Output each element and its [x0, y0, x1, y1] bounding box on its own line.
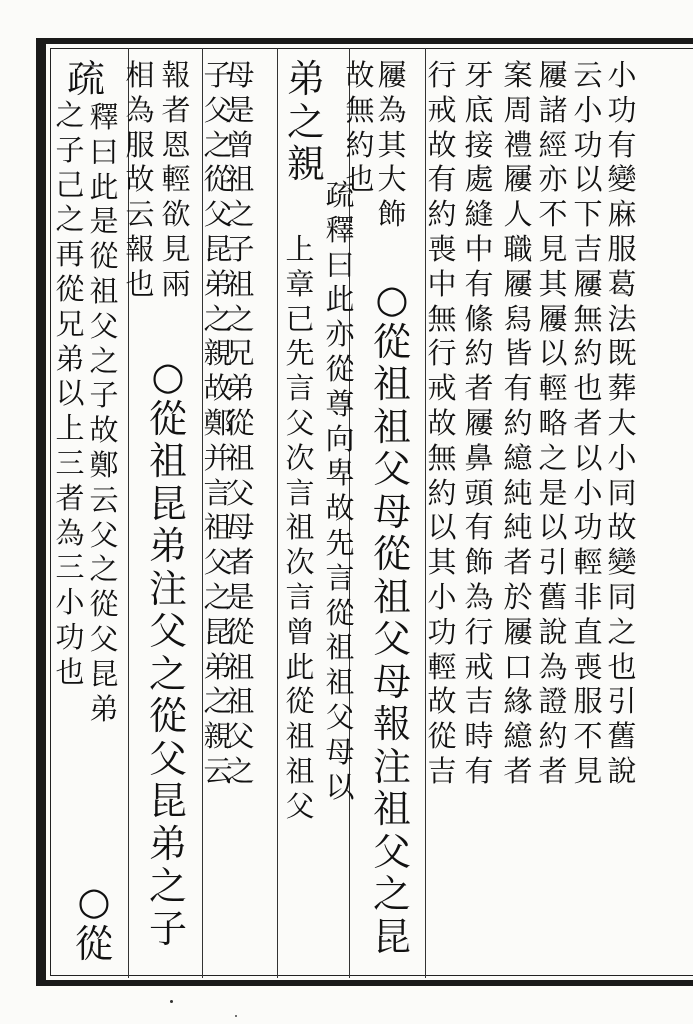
ink-speck	[235, 1015, 237, 1017]
text-column: 母 是 曾 祖 之 子 祖 之 兄 弟 從 祖 父 母 者 是 從 祖 祖 父 之	[225, 58, 255, 788]
text-column: 行 戒 故 有 約 喪 中 無 行 戒 故 無 約 以 其 小 功 輕 故 從 吉	[427, 58, 457, 788]
text-column: 屨 為 其 大 飾	[377, 58, 407, 232]
text-column: 故 無 約 也	[345, 58, 375, 197]
text-column: 疏 釋 曰 此 亦 從 尊 向 卑 故 先 言 從 祖 祖 父 母 以	[325, 178, 355, 804]
ink-speck	[170, 1000, 173, 1003]
text-column: 之 子 己 之 再 從 兄 弟 以 上 三 者 為 三 小 功 也	[55, 98, 85, 689]
text-column: 相 為 服 故 云 報 也	[125, 58, 155, 301]
text-column: 屨 諸 經 亦 不 見 其 屨 以 輕 略 之 是 以 引 舊 說 為 證 約 者	[538, 58, 568, 788]
page-frame-left	[36, 38, 46, 986]
text-column: 牙 底 接 處 縫 中 有 絛 約 者 屨 鼻 頭 有 飾 為 行 戒 吉 時 有	[464, 58, 494, 788]
text-column: ○ 從	[74, 879, 113, 966]
page-frame-top	[36, 38, 693, 44]
text-column: 報 者 恩 輕 欲 見 兩	[161, 58, 191, 301]
text-column: 子 父 之 從 父 昆 弟 之 親 故 鄭 并 言 祖 父 之 昆 弟 之 親 云	[203, 58, 233, 788]
text-column: 案 周 禮 屨 人 職 屨 舄 皆 有 約 繶 純 純 者 於 屨 口 緣 繶 者	[503, 58, 533, 788]
text-column: 小 功 有 變 麻 服 葛 法 既 葬 大 小 同 故 變 同 之 也 引 舊 說	[607, 58, 637, 788]
text-column: 弟 之 親	[286, 57, 325, 186]
column-divider	[277, 48, 278, 978]
text-column: 上 章 已 先 言 父 次 言 祖 次 言 曾 此 從 祖 祖 父	[285, 232, 315, 823]
text-column: 疏	[66, 57, 105, 101]
page-frame-bottom	[36, 980, 693, 986]
text-column: 釋 曰 此 是 從 祖 父 之 子 故 鄭 云 父 之 從 父 昆 弟	[89, 100, 119, 726]
text-column: ○ 從 祖 祖 父 母 從 祖 父 母 報 注 祖 父 之 昆	[372, 277, 411, 959]
text-column: ○ 從 祖 昆 弟 注 父 之 從 父 昆 弟 之 子	[148, 354, 187, 951]
text-column: 云 小 功 以 下 吉 屨 無 約 也 者 以 小 功 輕 非 直 喪 服 不 見	[573, 58, 603, 788]
